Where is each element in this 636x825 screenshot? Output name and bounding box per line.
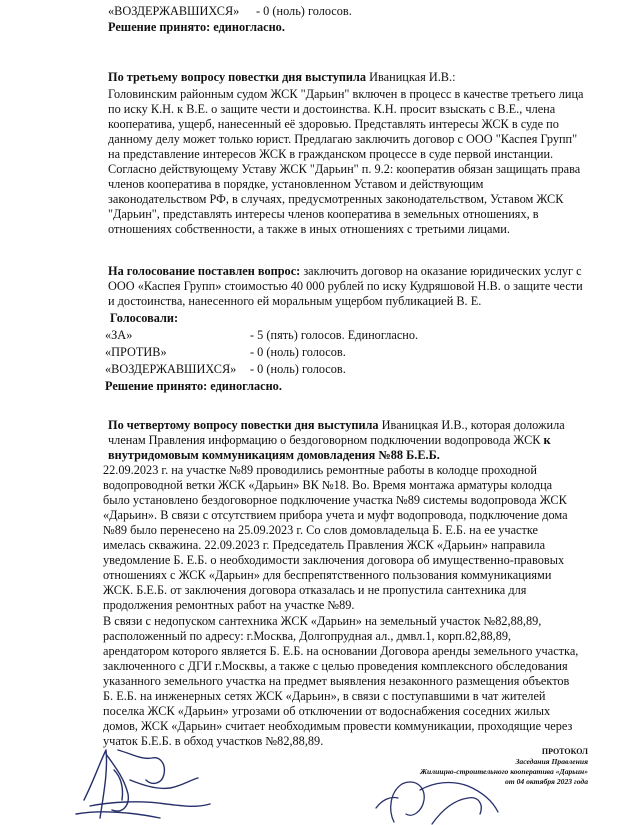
para2-line: поселка ЖСК «Дарьин» угрозами об отключении от водоснабжения соседних жилых	[103, 704, 551, 718]
abstained-label: «ВОЗДЕРЖАВШИХСЯ»	[108, 4, 240, 18]
footer-line: Заседания Правления	[515, 757, 588, 766]
para1-line: водопроводной ветки ЖСК «Дарьин» ВК №18. Во. Время монтажа арматуры колодца	[103, 478, 553, 492]
vote-row	[105, 362, 525, 377]
section4-line3: внутридомовым коммуникациям домовладения №88 Б.Е.Б.	[108, 448, 440, 462]
vote-value: - 0 (ноль) голосов.	[250, 362, 346, 376]
para1-line: ЖСК. Б.Е.Б. от заключения договора отказалась и не пропустила сантехника для	[103, 583, 527, 597]
section4-heading-speaker: Иваницкая И.В., которая доложила	[378, 418, 565, 432]
abstained-value: - 0 (ноль) голосов.	[256, 4, 352, 18]
vote-label: «ЗА»	[105, 328, 133, 342]
vote-row	[105, 345, 525, 360]
para2-line: учаток Б.Е.Б. в обход участков №82,88,89.	[103, 734, 324, 748]
section3-heading	[108, 70, 456, 85]
section3-line: на представление интересов ЖСК в гражданском процессе в суде первой инстанции.	[108, 147, 554, 161]
section3-line: данному делу может только юрист. Предлагаю заключить договор с ООО "Каспея Групп"	[108, 132, 578, 146]
section3-line: кооператива, ущерб, нанесенный её здоровью. Представлять интересы ЖСК в суде по	[108, 117, 559, 131]
para1-line: имелась скважина. 22.09.2023 г. Председатель Правления ЖСК «Дарьин» направила	[103, 538, 546, 552]
vote-label: «ПРОТИВ»	[105, 345, 167, 359]
para2-line: указанного земельного участка на предмет выявления незаконного размещения объектов	[103, 674, 570, 688]
section3-heading-speaker: Иваницкая И.В.:	[366, 70, 456, 84]
section3-line: по иску К.Н. к В.Е. о защите чести и достоинства. К.Н. просит взыскать с В.Е., члена	[108, 102, 556, 116]
footer-line: от 04 октября 2023 года	[505, 777, 588, 786]
section3-line: отношениях собственности, а также в иных отношениях с третьими лицами.	[108, 222, 510, 236]
vote3-question	[108, 264, 582, 279]
para2-line: В связи с недопуском сантехника ЖСК «Дарьин» на земельный участок №82,88,89,	[103, 614, 542, 628]
section3-line: членов кооператива в порядке, установленном Уставом и действующим	[108, 177, 484, 191]
para1-line: «Дарьин». В связи с отсутствием прибора учета и муфт водопровода, подключение дома	[103, 508, 568, 522]
footer-title: ПРОТОКОЛ	[541, 747, 588, 756]
vote3-question-bold: На голосование поставлен вопрос:	[108, 264, 301, 278]
section3-line: Головинским районным судом ЖСК "Дарьин" включен в процесс в качестве третьего лица	[108, 87, 584, 101]
vote3-question-line: ООО «Каспея Групп» стоимостью 40 000 рублей по иску Кудряшовой Н.В. о защите чести	[108, 279, 583, 293]
para1-line: продолжения ремонтных работ на участке №89.	[103, 598, 355, 612]
signature-right	[372, 770, 512, 825]
abstained-row-top	[108, 4, 352, 19]
vote-value: - 0 (ноль) голосов.	[250, 345, 346, 359]
para1-line: 22.09.2023 г. на участке №89 проводились ремонтные работы в колодце проходной	[103, 463, 537, 477]
decision-vote3: Решение принято: единогласно.	[105, 379, 282, 393]
section4-line2-text: членам Правления информацию о бездоговорном подключении водопровода ЖСК	[108, 433, 544, 447]
signature-left	[70, 740, 220, 825]
vote3-question-text: заключить договор на оказание юридических услуг с	[300, 264, 582, 278]
para2-line: домов, ЖСК «Дарьин» считает необходимым провести коммуникации, проходящие через	[103, 719, 573, 733]
section4-heading	[108, 418, 565, 433]
section3-heading-bold: По третьему вопросу повестки дня выступила	[108, 70, 367, 84]
para1-line: №89 было перенесено на 25.09.2023 г. Со слов домовладельца Б. Е.Б. на ее участке	[103, 523, 538, 537]
vote3-question-line: и достоинства, нанесенного ей моральным ущербом публикацией В. Е.	[108, 294, 482, 308]
vote-value: - 5 (пять) голосов. Единогласно.	[250, 328, 419, 342]
vote-label: «ВОЗДЕРЖАВШИХСЯ»	[105, 362, 237, 376]
para2-line: Б. Е.Б. на инженерных сетях ЖСК «Дарьин», в связи с поступавшими в чат жителей	[103, 689, 546, 703]
section3-line: "Дарьин", представлять интересы членов кооператива в земельных отношениях, в	[108, 207, 539, 221]
footer-line: Жилищно-строительного кооператива «Дарьин»	[420, 767, 588, 776]
section4-line2-bold: к	[543, 433, 551, 447]
para1-line: отношениях с ЖСК «Дарьин» для беспрепятственного пользования коммуникациями	[103, 568, 552, 582]
section3-line: Согласно действующему Уставу ЖСК "Дарьин" п. 9.2: кооператив обязан защищать права	[108, 162, 581, 176]
para2-line: расположенный по адресу: г.Москва, Долгопрудная ал., дмвл.1, корп.82,88,89,	[103, 629, 512, 643]
para2-line: арендатором которого является Б. Е.Б. на основании Договора аренды земельного участка,	[103, 644, 579, 658]
section3-line: законодательством РФ, в случаях, предусмотренных законодательством, Уставом ЖСК	[108, 192, 564, 206]
para2-line: заключенного с ДГИ г.Москвы, а также с целью проведения комплексного обследования	[103, 659, 568, 673]
section4-heading-bold: По четвертому вопросу повестки дня выступила	[108, 418, 379, 432]
para1-line: уведомление Б. Е.Б. о необходимости заключения договора об имущественно-правовых	[103, 553, 565, 567]
decision-top: Решение принято: единогласно.	[108, 20, 285, 34]
vote-row	[105, 328, 525, 343]
section4-line2	[108, 433, 551, 448]
voted-label: Голосовали:	[110, 311, 179, 325]
para1-line: было установлено бездоговорное подключение участка №89 системы водопровода ЖСК	[103, 493, 567, 507]
